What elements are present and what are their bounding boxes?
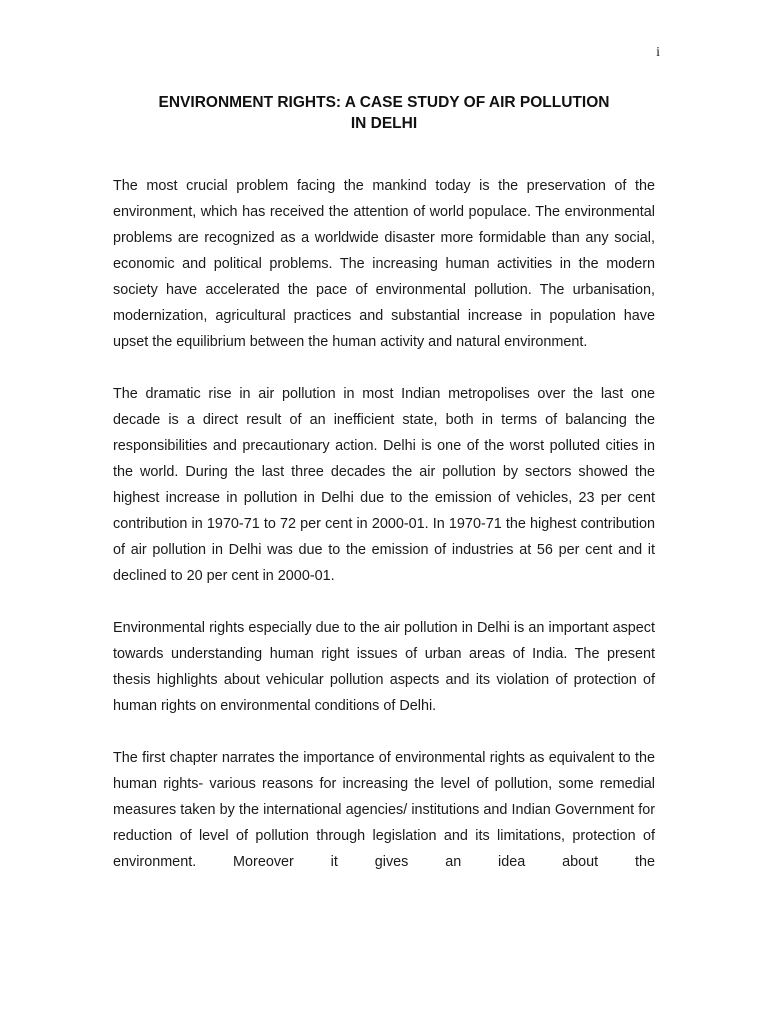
paragraph-1: The most crucial problem facing the mankind today is the preservation of the environment, which has received the attention of world populace. The environmental problems are recognized as a worldwide disaster more formidable than any social, economic and political problems. The increasing human activities in the modern society have accelerated the pace of environmental pollution. The urbanisation, modernization, agricultural practices and substantial increase in population have upset the equilibrium between the human activity and natural environment.	[113, 178, 655, 350]
paragraph-2: The dramatic rise in air pollution in most Indian metropolises over the last one decade is a direct result of an inefficient state, both in terms of balancing the responsibilities and precautionary action. Delhi is one of the worst polluted cities in the world. During the last three decades the air pollution by sectors showed the highest increase in pollution in Delhi due to the emission of vehicles, 23 per cent contribution in 1970-71 to 72 per cent in 2000-01. In 1970-71 the highest contribution of air pollution in Delhi was due to the emission of industries at 56 per cent and it declined to 20 per cent in 2000-01.	[113, 386, 655, 584]
body-text	[113, 173, 655, 901]
paragraph-3: Environmental rights especially due to the air pollution in Delhi is an important aspect towards understanding human right issues of urban areas of India. The present thesis highlights about vehicular pollution aspects and its violation of protection of human rights on environmental conditions of Delhi.	[113, 620, 655, 714]
page-number: i	[656, 45, 660, 60]
document-title: ENVIRONMENT RIGHTS: A CASE STUDY OF AIR POLLUTION IN DELHI	[158, 94, 610, 132]
paragraph-4: The first chapter narrates the importance of environmental rights as equivalent to the human rights- various reasons for increasing the level of pollution, some remedial measures taken by the international agencies/ institutions and Indian Government for reduction of level of pollution through legislation and its limitations, protection of environment. Moreover it gives an idea about the	[113, 750, 655, 870]
